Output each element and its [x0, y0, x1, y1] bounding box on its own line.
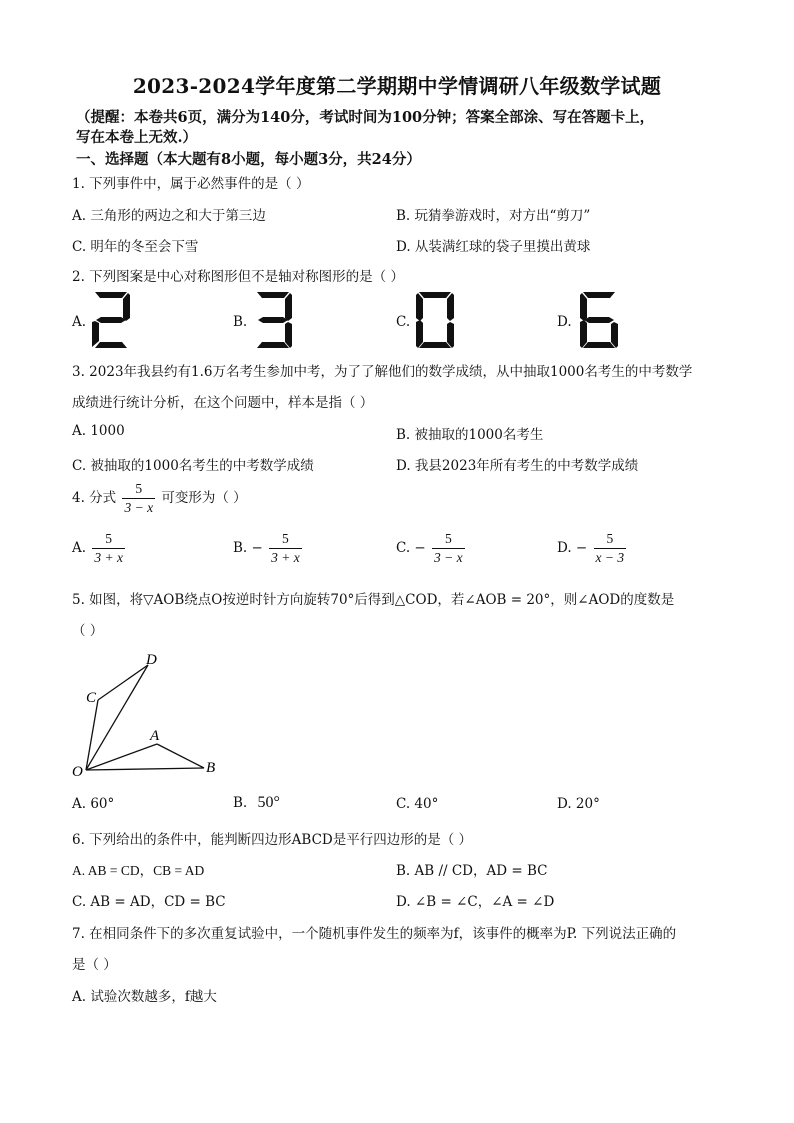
- option-fraction: [432, 530, 465, 567]
- question-6-option-c: C. AB = AD，CD = BC: [72, 894, 226, 910]
- point-label-d: D: [146, 652, 157, 668]
- question-4-stem-suffix: 可变形为（ ）: [161, 490, 247, 506]
- question-1-option-c: C. 明年的冬至会下雪: [72, 239, 199, 255]
- option-fraction: [269, 530, 302, 567]
- question-4-option-c: [396, 530, 467, 567]
- option-label: B.: [233, 795, 248, 811]
- question-3-option-c: C. 被抽取的1000名考生的中考数学成绩: [72, 458, 314, 474]
- question-3-stem-line1: 3. 2023年我县约有1.6万名考生参加中考，为了了解他们的数学成绩，从中抽取1000名考生的中考数学: [72, 364, 693, 380]
- segment-oa: [86, 744, 157, 770]
- fraction-denominator: 3 + x: [94, 550, 123, 565]
- question-5-option-c: C. 40°: [396, 796, 439, 812]
- question-4-stem: [72, 480, 247, 517]
- exam-notice-line1: （提醒：本卷共6页，满分为140分，考试时间为100分钟；答案全部涂、写在答题卡上，: [76, 109, 655, 126]
- segment-cd: [98, 665, 148, 700]
- question-3-stem-line2: 成绩进行统计分析，在这个问题中，样本是指（ ）: [72, 395, 374, 411]
- segment-ab: [157, 744, 204, 768]
- question-4-option-d: [557, 530, 628, 567]
- question-5-stem-line1: 5. 如图，将▽AOB绕点O按逆时针方向旋转70°后得到△COD，若∠AOB = 20°，则∠AOD的度数是: [72, 592, 675, 608]
- question-5-stem-line2: （ ）: [72, 623, 104, 639]
- seven-segment-digit-6: [578, 290, 620, 350]
- option-label: D. −: [557, 540, 588, 556]
- question-2-stem: 2. 下列图案是中心对称图形但不是轴对称图形的是（ ）: [72, 269, 404, 285]
- question-7-stem-line2: 是（ ）: [72, 957, 117, 973]
- option-fraction: [92, 530, 125, 567]
- question-4-option-a: [72, 530, 127, 567]
- fraction-denominator: x − 3: [595, 550, 625, 565]
- option-label: C. −: [396, 540, 426, 556]
- option-value: 50°: [257, 794, 280, 811]
- fraction-denominator: 3 − x: [434, 550, 463, 565]
- question-3-option-d: D. 我县2023年所有考生的中考数学成绩: [396, 458, 639, 474]
- question-1-stem: 1. 下列事件中，属于必然事件的是（ ）: [72, 176, 310, 192]
- question-2-option-b-label: B.: [233, 314, 248, 330]
- fraction-numerator: 5: [432, 530, 465, 549]
- page-title: 2023-2024学年度第二学期期中学情调研八年级数学试题: [132, 74, 662, 98]
- fraction-numerator: 5: [269, 530, 302, 549]
- question-6-option-b: B. AB // CD，AD = BC: [396, 863, 548, 879]
- question-6-option-d: D. ∠B = ∠C，∠A = ∠D: [396, 894, 555, 910]
- exam-notice-line2: 写在本卷上无效.）: [76, 129, 198, 146]
- point-label-c: C: [86, 690, 97, 706]
- question-5-option-d: D. 20°: [557, 796, 600, 812]
- fraction-denominator: 3 − x: [124, 500, 154, 515]
- question-5-option-b: [233, 794, 280, 812]
- fraction-numerator: 5: [92, 530, 125, 549]
- question-3-option-a: A. 1000: [72, 423, 125, 439]
- option-label: B. −: [233, 540, 263, 556]
- question-4-stem-prefix: 4. 分式: [72, 490, 117, 506]
- point-label-a: A: [150, 728, 160, 744]
- option-label: A.: [72, 540, 87, 556]
- fraction-numerator: 5: [594, 530, 627, 549]
- question-2-option-d-label: D.: [557, 314, 572, 330]
- question-5-option-a: A. 60°: [72, 796, 115, 812]
- seven-segment-digit-0: [414, 290, 456, 350]
- question-7-stem-line1: 7. 在相同条件下的多次重复试验中，一个随机事件发生的频率为f，该事件的概率为P. 下列说法正确的: [72, 926, 677, 942]
- question-2-option-c-label: C.: [396, 314, 411, 330]
- fraction-numerator: 5: [122, 480, 155, 499]
- question-3-option-b: B. 被抽取的1000名考生: [396, 427, 544, 443]
- question-1-option-a: A. 三角形的两边之和大于第三边: [72, 208, 266, 224]
- question-4-option-b: [233, 530, 304, 567]
- section-heading-choice: 一、选择题（本大题有8小题，每小题3分，共24分）: [76, 151, 421, 168]
- question-7-option-a: A. 试验次数越多，f越大: [72, 989, 217, 1005]
- question-2-option-a-label: A.: [72, 314, 87, 330]
- question-6-option-a: A. AB = CD，CB = AD: [72, 863, 205, 878]
- fraction-denominator: 3 + x: [271, 550, 300, 565]
- segment-ob: [86, 768, 204, 770]
- point-label-o: O: [72, 764, 83, 780]
- seven-segment-digit-2: [90, 290, 132, 350]
- seven-segment-digit-3: [252, 290, 294, 350]
- question-1-option-b: B. 玩猜拳游戏时，对方出“剪刀”: [396, 208, 591, 224]
- option-fraction: [594, 530, 627, 567]
- rotation-figure: [68, 648, 228, 783]
- point-label-b: B: [206, 760, 216, 776]
- question-4-fraction: [122, 480, 155, 517]
- question-6-stem: 6. 下列给出的条件中，能判断四边形ABCD是平行四边形的是（ ）: [72, 832, 473, 848]
- question-1-option-d: D. 从装满红球的袋子里摸出黄球: [396, 239, 591, 255]
